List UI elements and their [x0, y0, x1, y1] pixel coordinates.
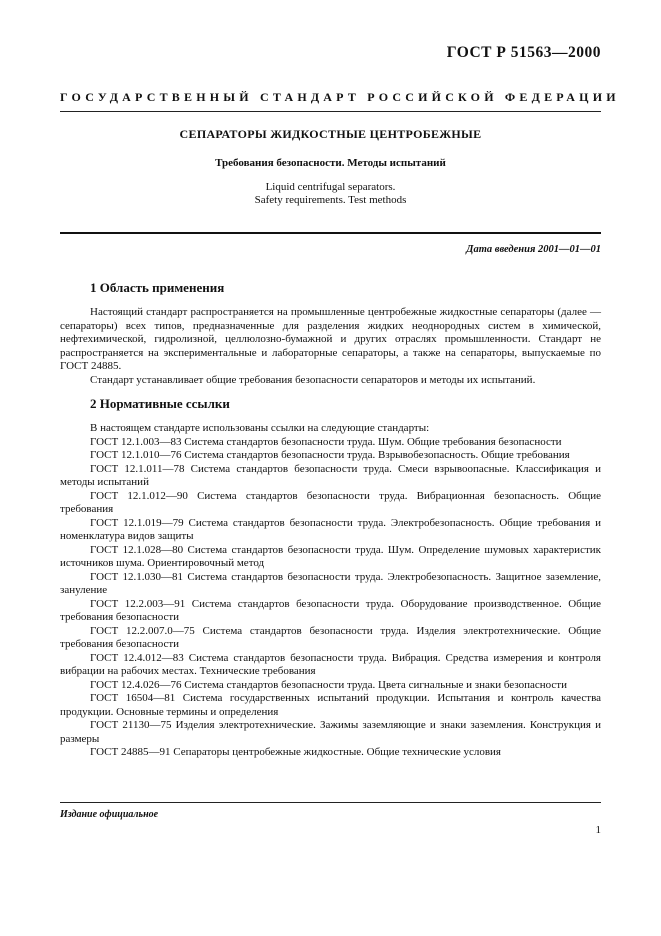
- reference-item: ГОСТ 16504—81 Система государственных испытаний продукции. Испытания и контроль качества продукции. Основные термины и определения: [60, 692, 601, 718]
- document-subtitle: Требования безопасности. Методы испытаний: [215, 157, 446, 169]
- reference-item: ГОСТ 12.4.012—83 Система стандартов безопасности труда. Вибрация. Средства измерения и контроля вибрации на рабочих местах. Технические требования: [60, 651, 601, 677]
- reference-item: ГОСТ 12.2.007.0—75 Система стандартов безопасности труда. Изделия электротехнические. Общие требования безопасности: [60, 624, 601, 650]
- reference-item: ГОСТ 12.1.003—83 Система стандартов безопасности труда. Шум. Общие требования безопасности: [90, 435, 562, 448]
- reference-item: ГОСТ 24885—91 Сепараторы центробежные жидкостные. Общие технические условия: [90, 746, 501, 758]
- paragraph: Настоящий стандарт распространяется на промышленные центробежные жидкостные сепараторы (далее — сепараторы) всех типов, предназначенные для разделения жидких неоднородных систем в химической, нефтехимической, гидролизной, целлюлозно-бумажной и других отраслях промышленности. Стандарт не распространяется на экспериментальные и лабораторные сепараторы, а также на сепараторы, выпускаемые по ГОСТ 24885.: [60, 306, 601, 372]
- document-title: СЕПАРАТОРЫ ЖИДКОСТНЫЕ ЦЕНТРОБЕЖНЫЕ: [179, 127, 482, 141]
- reference-item: ГОСТ 12.1.010—76 Система стандартов безопасности труда. Взрывобезопасность. Общие требования: [90, 449, 570, 461]
- document-number: ГОСТ Р 51563—2000: [446, 44, 601, 61]
- reference-item: ГОСТ 12.1.012—90 Система стандартов безопасности труда. Вибрационная безопасность. Общие требования: [60, 489, 601, 515]
- section-scope: [60, 280, 601, 387]
- page-number: 1: [595, 824, 601, 836]
- section-references: [60, 396, 601, 760]
- introduction-date: Дата введения 2001—01—01: [466, 244, 601, 255]
- reference-item: ГОСТ 12.1.019—79 Система стандартов безопасности труда. Электробезопасность. Общие требования и номенклатура видов защиты: [60, 516, 601, 542]
- section-heading: 1 Область применения: [90, 280, 225, 295]
- edition-label: Издание официальное: [60, 809, 159, 820]
- footer-divider: [60, 802, 601, 803]
- paragraph: В настоящем стандарте использованы ссылки на следующие стандарты:: [90, 422, 430, 434]
- english-title-line-1: Liquid centrifugal separators.: [265, 181, 396, 193]
- english-title: [60, 181, 601, 207]
- header-divider: [60, 111, 601, 112]
- reference-item: ГОСТ 12.2.003—91 Система стандартов безопасности труда. Оборудование производственное. Общие требования безопасности: [60, 597, 601, 623]
- title-divider: [60, 232, 601, 234]
- section-heading: 2 Нормативные ссылки: [90, 396, 230, 411]
- reference-item: ГОСТ 12.1.011—78 Система стандартов безопасности труда. Смеси взрывоопасные. Классификация и методы испытаний: [60, 462, 601, 488]
- reference-item: ГОСТ 12.4.026—76 Система стандартов безопасности труда. Цвета сигнальные и знаки безопасности: [90, 678, 567, 691]
- paragraph: Стандарт устанавливает общие требования безопасности сепараторов и методы их испытаний.: [90, 373, 536, 386]
- state-standard-banner: ГОСУДАРСТВЕННЫЙ СТАНДАРТ РОССИЙСКОЙ ФЕДЕРАЦИИ: [60, 90, 620, 104]
- reference-item: ГОСТ 12.1.028—80 Система стандартов безопасности труда. Шум. Определение шумовых характеристик источников шума. Ориентировочный метод: [60, 543, 601, 569]
- english-title-line-2: Safety requirements. Test methods: [254, 194, 407, 206]
- reference-item: ГОСТ 12.1.030—81 Система стандартов безопасности труда. Электробезопасность. Защитное заземление, зануление: [60, 570, 601, 596]
- reference-item: ГОСТ 21130—75 Изделия электротехнические. Зажимы заземляющие и знаки заземления. Конструкция и размеры: [60, 719, 601, 745]
